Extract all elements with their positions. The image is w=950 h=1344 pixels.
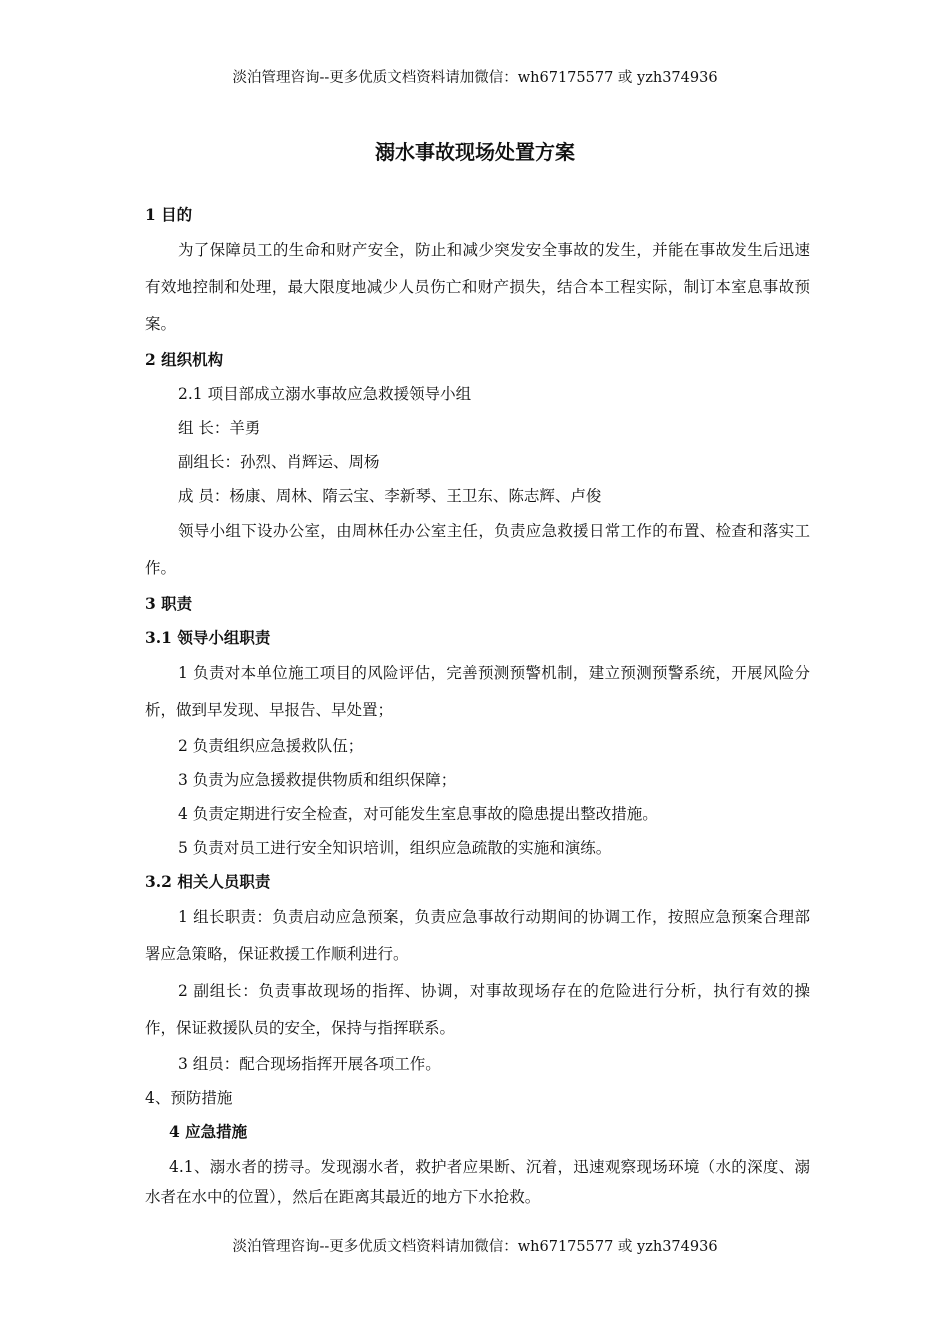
office-paragraph: 领导小组下设办公室，由周林任办公室主任，负责应急救援日常工作的布置、检查和落实工作。 [145, 522, 810, 577]
section-2-heading: 2 组织机构 [145, 350, 224, 369]
document-title: 溺水事故现场处置方案 [375, 140, 575, 164]
duty-item: 4 负责定期进行安全检查，对可能发生室息事故的隐患提出整改措施。 [178, 805, 658, 823]
duty-item: 5 负责对员工进行安全知识培训，组织应急疏散的实施和演练。 [178, 839, 612, 857]
section-3-heading: 3 职责 [145, 594, 193, 613]
section-4-prevention: 4、预防措施 [145, 1089, 233, 1107]
page-header: 淡泊管理咨询--更多优质文档资料请加微信：wh67175577 或 yzh374936 [232, 70, 718, 86]
duty-item: 2 负责组织应急援救队伍； [178, 737, 364, 755]
members-line: 成 员：杨康、周林、隋云宝、李新琴、王卫东、陈志辉、卢俊 [178, 487, 602, 505]
section-3-1-heading: 3.1 领导小组职责 [145, 628, 271, 647]
document-body [145, 198, 810, 1212]
role-item: 2 副组长：负责事故现场的指挥、协调，对事故现场存在的危险进行分析，执行有效的操作，保证救援队员的安全，保持与指挥联系。 [145, 982, 810, 1037]
role-item: 3 组员：配合现场指挥开展各项工作。 [178, 1055, 441, 1073]
section-2-1-text: 2.1 项目部成立溺水事故应急救援领导小组 [178, 385, 472, 403]
duty-item: 1 负责对本单位施工项目的风险评估，完善预测预警机制，建立预测预警系统，开展风险分析，做到早发现、早报告、早处置； [145, 664, 810, 719]
duty-item: 3 负责为应急援救提供物质和组织保障； [178, 771, 457, 789]
role-item: 1 组长职责：负责启动应急预案，负责应急事故行动期间的协调工作，按照应急预案合理部署应急策略，保证救援工作顺利进行。 [145, 908, 810, 963]
page-footer: 淡泊管理咨询--更多优质文档资料请加微信：wh67175577 或 yzh374936 [232, 1239, 718, 1255]
leader-line: 组 长：羊勇 [178, 419, 261, 437]
section-1-paragraph: 为了保障员工的生命和财产安全，防止和减少突发安全事故的发生，并能在事故发生后迅速有效地控制和处理，最大限度地减少人员伤亡和财产损失，结合本工程实际，制订本室息事故预案。 [145, 241, 810, 333]
section-3-2-heading: 3.2 相关人员职责 [145, 872, 271, 891]
section-4-1-paragraph: 4.1、溺水者的捞寻。发现溺水者，救护者应果断、沉着，迅速观察现场环境（水的深度、溺水者在水中的位置），然后在距离其最近的地方下水抢救。 [145, 1158, 810, 1206]
section-1-heading: 1 目的 [145, 205, 193, 224]
deputy-line: 副组长：孙烈、肖辉运、周杨 [178, 453, 380, 471]
section-4-heading: 4 应急措施 [169, 1122, 248, 1141]
